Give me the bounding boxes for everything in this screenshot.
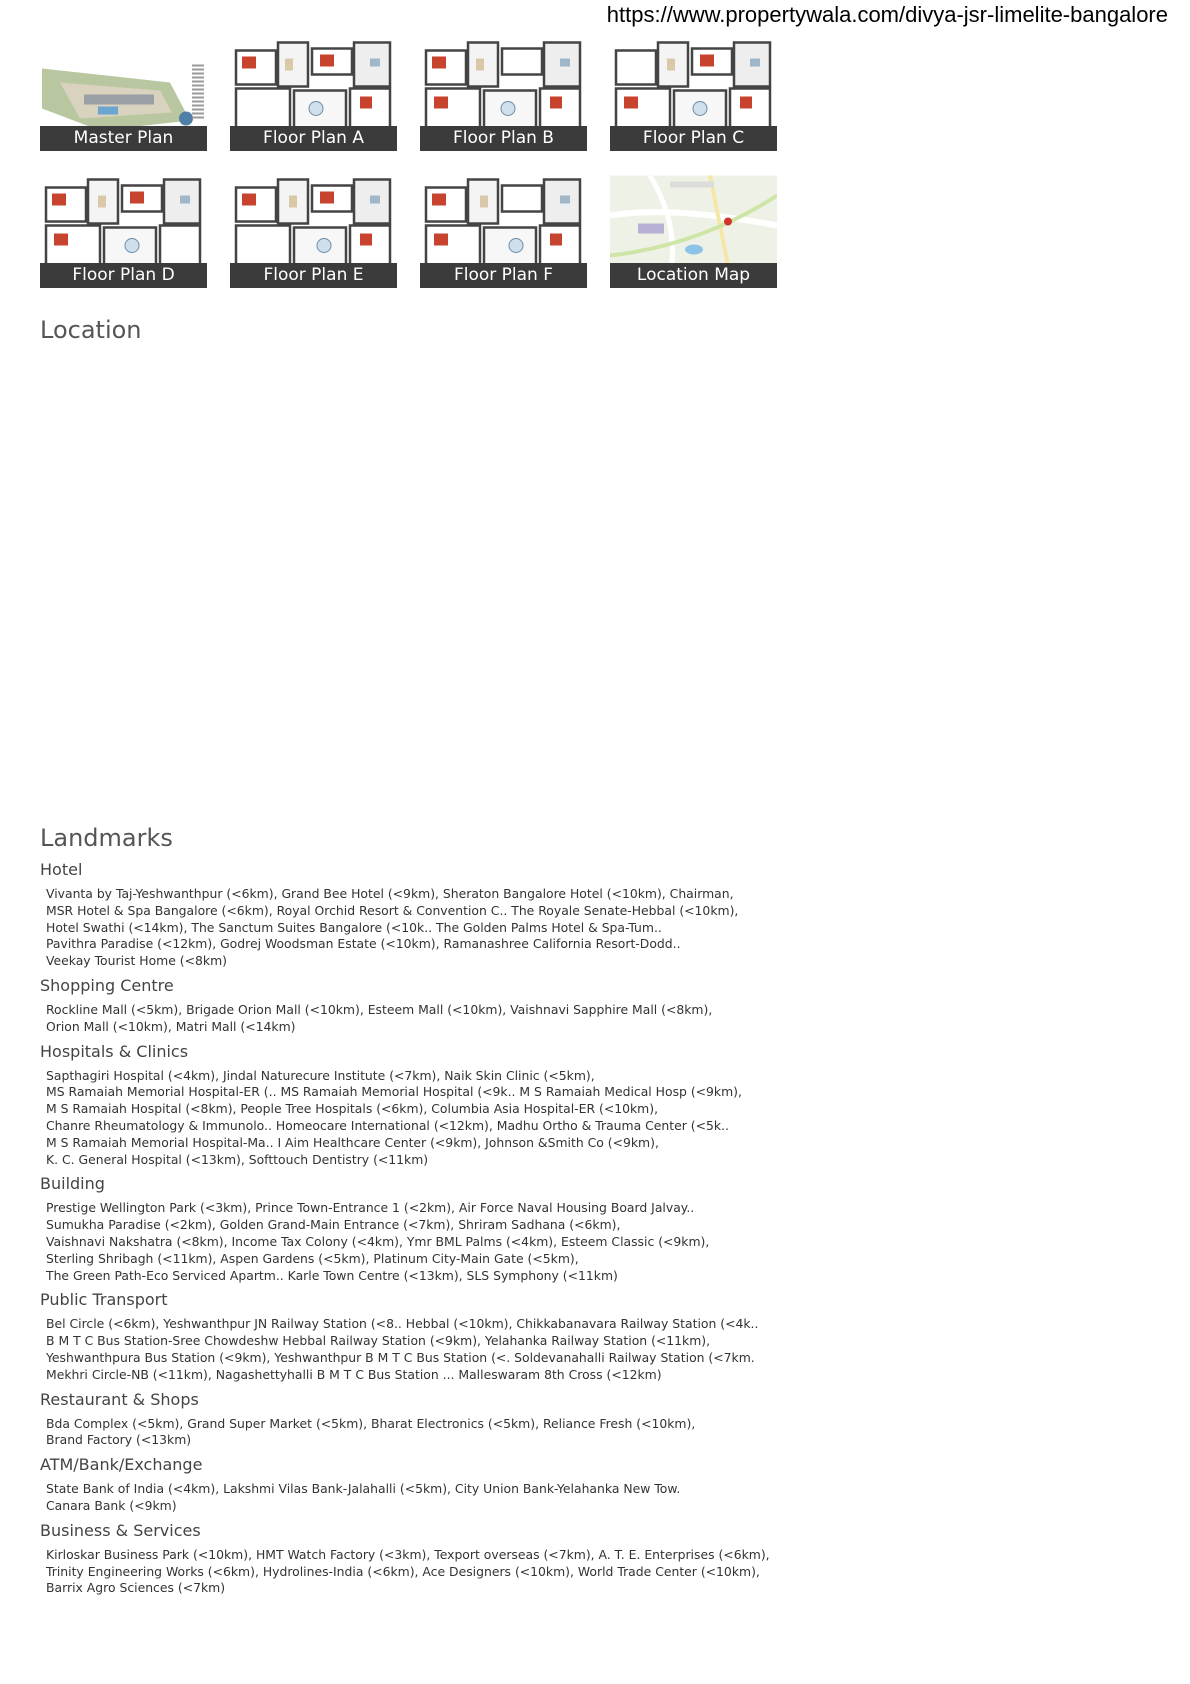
landmark-category-list (46, 1200, 800, 1284)
landmark-line: Sterling Shribagh (<11km), Aspen Gardens (<5km), Platinum City-Main Gate (<5km), (46, 1250, 579, 1266)
landmark-category (40, 860, 800, 970)
gallery-tile[interactable] (610, 26, 777, 151)
landmark-category-title: Restaurant & Shops (40, 1389, 199, 1409)
landmark-line: Mekhri Circle-NB (<11km), Nagashettyhalli B M T C Bus Station ... Malleswaram 8th Cross (<12km) (46, 1366, 662, 1382)
gallery-caption: Floor Plan B (420, 126, 587, 151)
landmark-category (40, 1290, 800, 1383)
landmark-line: Prestige Wellington Park (<3km), Prince Town-Entrance 1 (<2km), Air Force Naval Housing Board Jalvay.. (46, 1200, 695, 1216)
landmark-line: Barrix Agro Sciences (<7km) (46, 1580, 226, 1596)
landmark-line: M S Ramaiah Hospital (<8km), People Tree Hospitals (<6km), Columbia Asia Hospital-ER (<10km), (46, 1101, 659, 1117)
landmark-line: Hotel Swathi (<14km), The Sanctum Suites Bangalore (<10k.. The Golden Palms Hotel & Spa-Tum.. (46, 919, 662, 935)
landmark-line: Bda Complex (<5km), Grand Super Market (<5km), Bharat Electronics (<5km), Reliance Fresh (<10km), (46, 1415, 696, 1431)
landmark-category-title: Building (40, 1174, 105, 1194)
gallery-caption: Master Plan (40, 126, 207, 151)
landmark-line: The Green Path-Eco Serviced Apartm.. Karle Town Centre (<13km), SLS Symphony (<11km) (46, 1267, 618, 1283)
landmark-line: Bel Circle (<6km), Yeshwanthpur JN Railway Station (<8.. Hebbal (<10km), Chikkabanavara Railway Station (<4k.. (46, 1316, 759, 1332)
landmark-category (40, 1042, 800, 1169)
landmark-category (40, 1521, 800, 1597)
landmark-category-list (46, 1416, 800, 1450)
location-map-area[interactable] (40, 356, 780, 806)
gallery-caption: Floor Plan D (40, 263, 207, 288)
landmark-category-list (46, 1002, 800, 1036)
landmark-line: Canara Bank (<9km) (46, 1497, 177, 1513)
landmark-line: Chanre Rheumatology & Immunolo.. Homeocare International (<12km), Madhu Ortho & Trauma Center (<5k.. (46, 1117, 729, 1133)
landmark-line: Vaishnavi Nakshatra (<8km), Income Tax Colony (<4km), Ymr BML Palms (<4km), Esteem Classic (<9km), (46, 1233, 710, 1249)
gallery-caption: Location Map (610, 263, 777, 288)
landmark-category-list (46, 1316, 800, 1383)
landmark-line: Yeshwanthpura Bus Station (<9km), Yeshwanthpur B M T C Bus Station (<. Soldevanahalli Railway Station (<7km. (46, 1349, 755, 1365)
landmark-category-list (46, 886, 800, 970)
landmarks-list (40, 860, 800, 1603)
landmark-line: K. C. General Hospital (<13km), Softtouch Dentistry (<11km) (46, 1151, 429, 1167)
location-heading: Location (40, 316, 142, 344)
landmark-category (40, 1390, 800, 1450)
landmark-line: Brand Factory (<13km) (46, 1432, 192, 1448)
landmark-line: Pavithra Paradise (<12km), Godrej Woodsman Estate (<10km), Ramanashree California Resort-Dodd.. (46, 936, 681, 952)
landmark-category (40, 1174, 800, 1284)
landmark-category (40, 1455, 800, 1515)
gallery-tile[interactable] (420, 26, 587, 151)
landmark-line: State Bank of India (<4km), Lakshmi Vilas Bank-Jalahalli (<5km), City Union Bank-Yelahanka New Tow. (46, 1481, 681, 1497)
landmark-line: Orion Mall (<10km), Matri Mall (<14km) (46, 1018, 296, 1034)
gallery-caption: Floor Plan F (420, 263, 587, 288)
landmark-category-title: Shopping Centre (40, 975, 174, 995)
landmark-category-title: Hotel (40, 860, 83, 879)
landmark-line: B M T C Bus Station-Sree Chowdeshw Hebbal Railway Station (<9km), Yelahanka Railway Station (<11km), (46, 1333, 711, 1349)
landmark-line: Veekay Tourist Home (<8km) (46, 953, 227, 969)
landmark-category (40, 976, 800, 1036)
gallery-tile[interactable] (420, 163, 587, 288)
gallery-tile[interactable] (230, 163, 397, 288)
landmark-category-list (46, 1481, 800, 1515)
landmark-line: Sumukha Paradise (<2km), Golden Grand-Main Entrance (<7km), Shriram Sadhana (<6km), (46, 1217, 621, 1233)
landmark-line: Trinity Engineering Works (<6km), Hydrolines-India (<6km), Ace Designers (<10km), World Trade Center (<10km), (46, 1563, 760, 1579)
landmark-line: Sapthagiri Hospital (<4km), Jindal Naturecure Institute (<7km), Naik Skin Clinic (<5km), (46, 1067, 595, 1083)
landmark-category-list (46, 1068, 800, 1169)
landmark-line: Rockline Mall (<5km), Brigade Orion Mall (<10km), Esteem Mall (<10km), Vaishnavi Sapphire Mall (<8km), (46, 1001, 713, 1017)
landmarks-heading: Landmarks (40, 824, 173, 852)
gallery-caption: Floor Plan A (230, 126, 397, 151)
landmark-line: Vivanta by Taj-Yeshwanthpur (<6km), Grand Bee Hotel (<9km), Sheraton Bangalore Hotel (<10km), Chairman, (46, 886, 734, 901)
landmark-line: Kirloskar Business Park (<10km), HMT Watch Factory (<3km), Texport overseas (<7km), A. T. E. Enterprises (<6km), (46, 1546, 770, 1562)
gallery-tile[interactable] (610, 163, 777, 288)
landmark-line: M S Ramaiah Memorial Hospital-Ma.. I Aim Healthcare Center (<9km), Johnson &Smith Co (<9km), (46, 1134, 659, 1150)
landmark-line: MSR Hotel & Spa Bangalore (<6km), Royal Orchid Resort & Convention C.. The Royale Senate-Hebbal (<10km), (46, 902, 739, 918)
gallery-caption: Floor Plan C (610, 126, 777, 151)
gallery-tile[interactable] (230, 26, 397, 151)
landmark-category-title: Business & Services (40, 1520, 201, 1540)
landmark-category-title: ATM/Bank/Exchange (40, 1455, 203, 1475)
landmark-category-list (46, 1547, 800, 1597)
landmark-category-title: Hospitals & Clinics (40, 1041, 189, 1061)
landmark-line: MS Ramaiah Memorial Hospital-ER (.. MS Ramaiah Memorial Hospital (<9k.. M S Ramaiah Medical Hosp (<9km), (46, 1084, 742, 1100)
gallery-caption: Floor Plan E (230, 263, 397, 288)
gallery-tile[interactable] (40, 163, 207, 288)
landmark-category-title: Public Transport (40, 1290, 168, 1310)
gallery-tile[interactable] (40, 26, 207, 151)
page-url[interactable]: https://www.propertywala.com/divya-jsr-limelite-bangalore (606, 2, 1168, 27)
